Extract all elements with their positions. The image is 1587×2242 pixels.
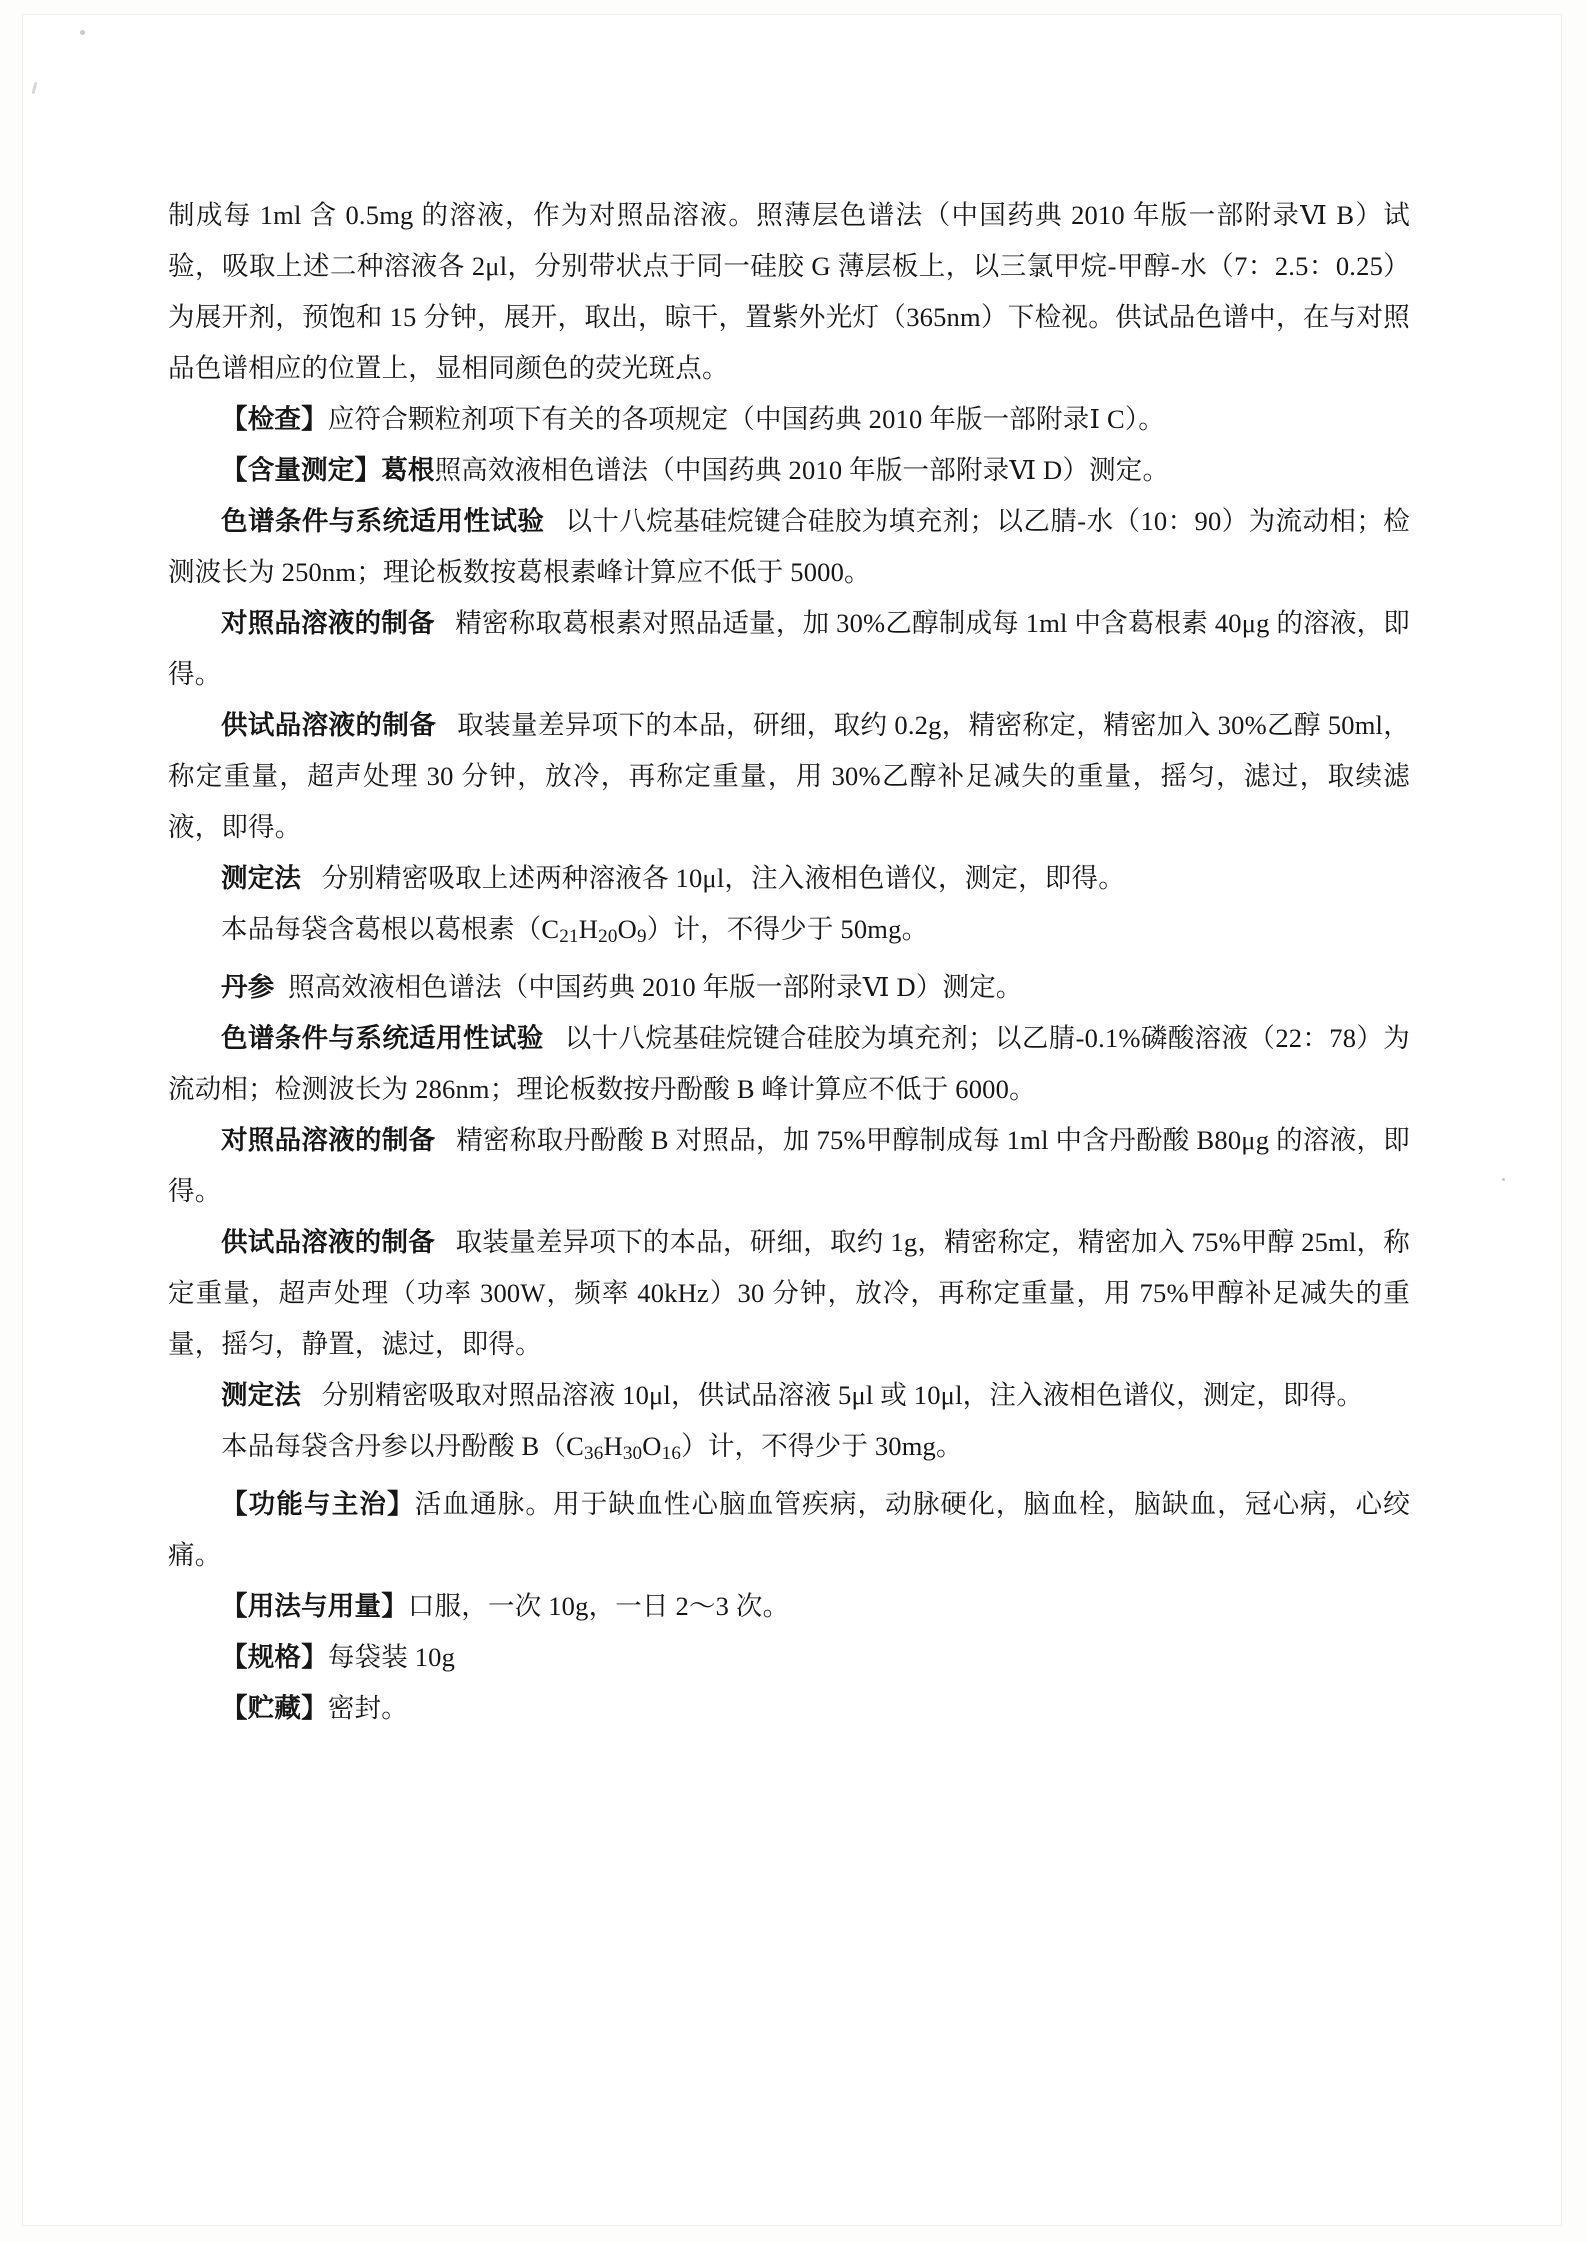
paragraph-assay-gegen bbox=[168, 445, 1410, 496]
paragraph-determination-1 bbox=[168, 853, 1410, 904]
section-text-chromatographic-conditions: 以十八烷基硅烷键合硅胶为填充剂；以乙腈-0.1%磷酸溶液（22：78）为流动相；检测波长为 286nm；理论板数按丹酚酸 B 峰计算应不低于 6000。 bbox=[168, 1023, 1410, 1105]
formula-element: O bbox=[617, 914, 637, 944]
section-label-chromatographic-conditions: 色谱条件与系统适用性试验 bbox=[221, 1023, 544, 1054]
formula-subscript: 21 bbox=[559, 926, 579, 948]
content-limit-text-before: 本品每袋含丹参以丹酚酸 B（C bbox=[221, 1431, 584, 1462]
paragraph-chromatographic-conditions-1 bbox=[168, 496, 1410, 598]
paragraph-indications bbox=[168, 1479, 1410, 1581]
paragraph-test-solution-1 bbox=[168, 700, 1410, 853]
formula-subscript: 30 bbox=[622, 1443, 643, 1465]
formula-element: H bbox=[603, 1431, 623, 1462]
section-text-assay: 照高效液相色谱法（中国药典 2010 年版一部附录Ⅵ D）测定。 bbox=[434, 455, 1170, 485]
section-text-specification: 每袋装 10g bbox=[327, 1642, 456, 1673]
paragraph-specification bbox=[168, 1632, 1410, 1683]
section-label-indications: 【功能与主治】 bbox=[221, 1489, 415, 1520]
section-label-danshen: 丹参 bbox=[221, 972, 275, 1003]
content-limit-text-after: ）计，不得少于 50mg。 bbox=[646, 914, 929, 944]
section-text-indications: 活血通脉。用于缺血性心脑血管疾病，动脉硬化，脑血栓，脑缺血，冠心病，心绞痛。 bbox=[168, 1489, 1410, 1571]
section-label-assay: 【含量测定】葛根 bbox=[221, 455, 435, 485]
section-label-determination: 测定法 bbox=[221, 863, 302, 893]
section-text-inspection: 应符合颗粒剂项下有关的各项规定（中国药典 2010 年版一部附录Ⅰ C）。 bbox=[327, 404, 1165, 434]
section-text-reference-solution: 精密称取丹酚酸 B 对照品，加 75%甲醇制成每 1ml 中含丹酚酸 B80μg 的溶液，即得。 bbox=[168, 1125, 1410, 1207]
formula-subscript: 9 bbox=[636, 926, 647, 948]
paragraph-chromatographic-conditions-2 bbox=[168, 1013, 1410, 1115]
formula-subscript: 36 bbox=[583, 1443, 604, 1465]
section-label-dosage: 【用法与用量】 bbox=[221, 1591, 408, 1622]
section-label-test-solution: 供试品溶液的制备 bbox=[221, 1227, 435, 1258]
content-limit-text-after: ）计，不得少于 30mg。 bbox=[681, 1431, 963, 1462]
paragraph-reference-solution-2 bbox=[168, 1115, 1410, 1217]
content-limit-text-before: 本品每袋含葛根以葛根素（C bbox=[221, 914, 560, 944]
section-text-reference-solution: 精密称取葛根素对照品适量，加 30%乙醇制成每 1ml 中含葛根素 40μg 的溶液，即得。 bbox=[168, 608, 1410, 689]
paragraph-assay-danshen bbox=[168, 962, 1410, 1013]
paragraph-storage bbox=[168, 1683, 1410, 1734]
section-text-determination: 分别精密吸取对照品溶液 10μl，供试品溶液 5μl 或 10μl，注入液相色谱仪，测定，即得。 bbox=[321, 1380, 1364, 1411]
formula-element: H bbox=[578, 914, 599, 944]
section-text-test-solution: 取装量差异项下的本品，研细，取约 1g，精密称定，精密加入 75%甲醇 25ml，称定重量，超声处理（功率 300W，频率 40kHz）30 分钟，放冷，再称定重量，用 75%甲醇补足减失的重量，摇匀，静置，滤过，即得。 bbox=[168, 1227, 1410, 1360]
section-text-storage: 密封。 bbox=[327, 1693, 408, 1724]
paragraph-content-limit-gegen bbox=[168, 904, 1410, 962]
section-text-danshen: 照高效液相色谱法（中国药典 2010 年版一部附录Ⅵ D）测定。 bbox=[288, 972, 1023, 1003]
paragraph-test-solution-2 bbox=[168, 1217, 1410, 1370]
section-label-inspection: 【检查】 bbox=[221, 404, 328, 434]
section-label-specification: 【规格】 bbox=[221, 1642, 328, 1673]
paragraph-dosage bbox=[168, 1581, 1410, 1632]
paragraph-inspection bbox=[168, 394, 1410, 445]
paragraph-reference-solution-1 bbox=[168, 598, 1410, 700]
section-label-test-solution: 供试品溶液的制备 bbox=[221, 710, 437, 740]
section-text-test-solution: 取装量差异项下的本品，研细，取约 0.2g，精密称定，精密加入 30%乙醇 50ml，称定重量，超声处理 30 分钟，放冷，再称定重量，用 30%乙醇补足减失的重量，摇匀，滤过，取续滤液，即得。 bbox=[168, 710, 1410, 842]
formula-subscript: 20 bbox=[598, 926, 618, 948]
section-text-determination: 分别精密吸取上述两种溶液各 10μl，注入液相色谱仪，测定，即得。 bbox=[321, 863, 1125, 893]
scan-speck-icon bbox=[1502, 1178, 1505, 1181]
section-label-reference-solution: 对照品溶液的制备 bbox=[221, 608, 435, 638]
section-label-reference-solution: 对照品溶液的制备 bbox=[221, 1125, 436, 1156]
document-body bbox=[168, 190, 1410, 1734]
section-text-chromatographic-conditions: 以十八烷基硅烷键合硅胶为填充剂；以乙腈-水（10：90）为流动相；检测波长为 250nm；理论板数按葛根素峰计算应不低于 5000。 bbox=[168, 506, 1410, 587]
paragraph-determination-2 bbox=[168, 1370, 1410, 1421]
section-label-chromatographic-conditions: 色谱条件与系统适用性试验 bbox=[221, 506, 545, 536]
paragraph-intro: 制成每 1ml 含 0.5mg 的溶液，作为对照品溶液。照薄层色谱法（中国药典 2010 年版一部附录Ⅵ B）试验，吸取上述二种溶液各 2μl，分别带状点于同一硅胶 G 薄层板上，以三氯甲烷-甲醇-水（7：2.5：0.25）为展开剂，预饱和 15 分钟，展开，取出，晾干，置紫外光灯（365nm）下检视。供试品色谱中，在与对照品色谱相应的位置上，显相同颜色的荧光斑点。 bbox=[168, 200, 1410, 383]
formula-subscript: 16 bbox=[661, 1443, 682, 1465]
formula-element: O bbox=[642, 1431, 662, 1462]
section-text-dosage: 口服，一次 10g，一日 2～3 次。 bbox=[407, 1591, 790, 1622]
section-label-storage: 【贮藏】 bbox=[221, 1693, 328, 1724]
section-label-determination: 测定法 bbox=[221, 1380, 302, 1411]
paragraph-content-limit-danshen bbox=[168, 1421, 1410, 1479]
scan-speck-icon bbox=[80, 30, 85, 35]
